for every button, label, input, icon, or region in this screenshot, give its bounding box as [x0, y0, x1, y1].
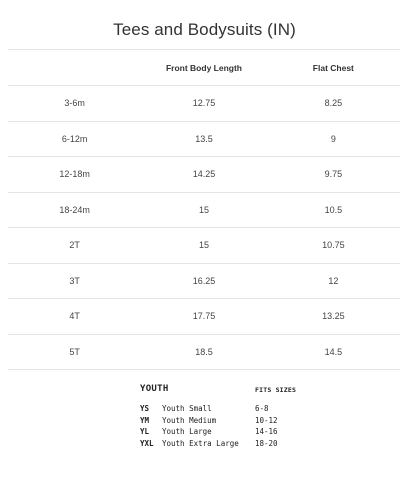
cell-flat-chest: 10.75	[267, 228, 400, 264]
cell-flat-chest: 14.5	[267, 334, 400, 370]
youth-fits: 18-20	[255, 438, 278, 448]
table-row	[8, 334, 400, 370]
table-row	[8, 157, 400, 193]
cell-front-body-length: 16.25	[141, 263, 266, 299]
table-header-row	[8, 50, 400, 86]
header-front-body-length: Front Body Length	[141, 50, 266, 86]
youth-name: Youth Large	[162, 427, 212, 436]
cell-front-body-length: 15	[141, 228, 266, 264]
youth-row	[140, 416, 320, 428]
cell-size: 18-24m	[8, 192, 141, 228]
table-row	[8, 299, 400, 335]
page-title: Tees and Bodysuits (IN)	[113, 20, 296, 39]
cell-size: 4T	[8, 299, 141, 335]
table-row	[8, 263, 400, 299]
cell-flat-chest: 12	[267, 263, 400, 299]
youth-name: Youth Medium	[162, 415, 217, 425]
youth-code: YS	[140, 404, 150, 413]
cell-flat-chest: 10.5	[267, 192, 400, 228]
cell-front-body-length: 12.75	[141, 86, 266, 122]
cell-size: 3T	[8, 263, 141, 299]
cell-size: 5T	[8, 334, 141, 370]
size-chart-table	[8, 49, 400, 370]
youth-size-guide	[140, 384, 320, 450]
cell-front-body-length: 17.75	[141, 299, 266, 335]
cell-size: 6-12m	[8, 121, 141, 157]
table-row	[8, 228, 400, 264]
cell-flat-chest: 13.25	[267, 299, 400, 335]
youth-code: YXL	[140, 438, 154, 448]
header-flat-chest: Flat Chest	[267, 50, 400, 86]
cell-flat-chest: 9.75	[267, 157, 400, 193]
youth-fits: 10-12	[255, 415, 278, 425]
cell-front-body-length: 15	[141, 192, 266, 228]
youth-code: YL	[140, 427, 150, 436]
youth-name: Youth Extra Large	[162, 438, 239, 448]
youth-row	[140, 427, 320, 439]
cell-flat-chest: 9	[267, 121, 400, 157]
youth-title: YOUTH	[140, 384, 169, 394]
youth-fits: 6-8	[255, 404, 269, 413]
youth-code: YM	[140, 415, 150, 425]
cell-front-body-length: 18.5	[141, 334, 266, 370]
cell-front-body-length: 14.25	[141, 157, 266, 193]
cell-size: 2T	[8, 228, 141, 264]
table-row	[8, 192, 400, 228]
youth-row	[140, 439, 320, 451]
youth-header	[140, 384, 320, 404]
youth-fits: 14-16	[255, 427, 278, 436]
fits-sizes-label: FITS SIZES	[255, 386, 297, 394]
header-size	[8, 50, 141, 86]
cell-flat-chest: 8.25	[267, 86, 400, 122]
cell-front-body-length: 13.5	[141, 121, 266, 157]
youth-row	[140, 404, 320, 416]
table-row	[8, 86, 400, 122]
cell-size: 3-6m	[8, 86, 141, 122]
table-row	[8, 121, 400, 157]
youth-name: Youth Small	[162, 404, 212, 413]
cell-size: 12-18m	[8, 157, 141, 193]
